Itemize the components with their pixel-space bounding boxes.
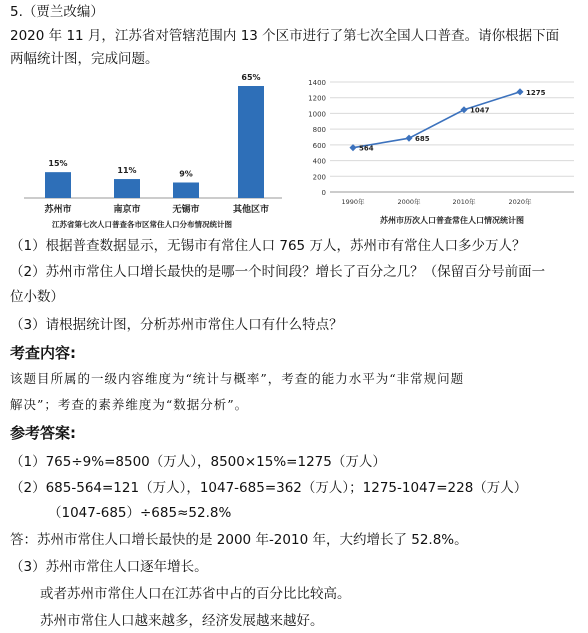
bar-value-label-2: 9%: [179, 169, 193, 179]
bar-chart: [10, 70, 288, 232]
problem-header: 5.（贾兰改编）: [10, 4, 104, 20]
answer-line-4: 答：苏州市常住人口增长最快的是 2000 年-2010 年，大约增长了 52.8%。: [10, 532, 468, 548]
bar-chart-svg: [10, 70, 288, 232]
analysis-line-1: 该题目所属的一级内容维度为“统计与概率”，考查的能力水平为“非常规问题: [10, 371, 465, 386]
line-ytick-label-2: 400: [312, 157, 326, 166]
question-1: （1）根据普查数据显示，无锡市有常住人口 765 万人，苏州市有常住人口多少万人？: [10, 238, 526, 254]
bar-category-label-3: 其他区市: [232, 205, 270, 215]
answer-line-6: 或者苏州市常住人口在江苏省中占的百分比比较高。: [40, 586, 351, 602]
answer-line-3: （1047-685）÷685≈52.8%: [48, 505, 232, 521]
bar-category-label-0: 苏州市: [44, 205, 72, 215]
line-chart: [296, 72, 580, 232]
line-ytick-label-6: 1200: [308, 94, 326, 103]
bar-value-label-0: 15%: [48, 159, 68, 169]
intro-line-2: 两幅统计图，完成问题。: [10, 51, 159, 67]
question-2: （2）苏州市常住人口增长最快的是哪一个时间段？增长了百分之几？（保留百分号前面一: [10, 264, 546, 280]
line-data-label-1: 685: [415, 135, 430, 144]
line-data-label-2: 1047: [470, 106, 490, 115]
intro-line-1: 2020 年 11 月，江苏省对管辖范围内 13 个区市进行了第七次全国人口普查。请你根据下面: [10, 28, 560, 44]
bar-2: [173, 182, 199, 198]
bar-chart-title: 江苏省第七次人口普查各市区常住人口分布情况统计图: [52, 220, 232, 229]
bar-0: [45, 172, 71, 198]
analysis-line-2: 解决”；考查的素养维度为“数据分析”。: [10, 397, 249, 412]
bar-value-label-3: 65%: [241, 73, 261, 82]
line-xtick-label-0: 1990年: [341, 198, 365, 206]
analysis-heading: 考查内容:: [10, 344, 76, 362]
bar-3: [238, 86, 264, 198]
line-data-label-0: 564: [359, 144, 374, 153]
line-point-3: [516, 88, 523, 95]
line-chart-svg: [296, 72, 580, 232]
question-2-cont: 位小数）: [10, 289, 64, 305]
bar-category-label-1: 南京市: [113, 205, 141, 215]
line-ytick-label-5: 1000: [308, 110, 326, 119]
bar-value-label-1: 11%: [117, 166, 137, 176]
line-ytick-label-4: 800: [312, 126, 326, 135]
answer-heading: 参考答案:: [10, 424, 76, 442]
bar-category-label-2: 无锡市: [172, 205, 200, 215]
line-chart-title: 苏州市历次人口普查常住人口情况统计图: [380, 216, 524, 225]
line-xtick-label-2: 2010年: [452, 198, 476, 206]
answer-line-2: （2）685-564=121（万人），1047-685=362（万人）；1275-1047=228（万人）: [10, 480, 528, 496]
bar-1: [114, 179, 140, 198]
answer-line-7: 苏州市常住人口越来越多，经济发展越来越好。: [40, 613, 324, 629]
line-ytick-label-0: 0: [321, 189, 326, 197]
line-point-1: [405, 135, 412, 142]
line-point-2: [460, 106, 467, 113]
answer-line-5: （3）苏州市常住人口逐年增长。: [10, 559, 208, 575]
line-xtick-label-3: 2020年: [508, 198, 532, 206]
line-ytick-label-1: 200: [312, 173, 326, 182]
line-data-label-3: 1275: [526, 88, 546, 97]
answer-line-1: （1）765÷9%=8500（万人），8500×15%=1275（万人）: [10, 454, 386, 470]
line-ytick-label-7: 1400: [308, 79, 326, 87]
question-3: （3）请根据统计图，分析苏州市常住人口有什么特点？: [10, 317, 343, 333]
line-series-path: [353, 92, 520, 148]
line-xtick-label-1: 2000年: [397, 198, 421, 206]
line-ytick-label-3: 600: [312, 141, 326, 150]
